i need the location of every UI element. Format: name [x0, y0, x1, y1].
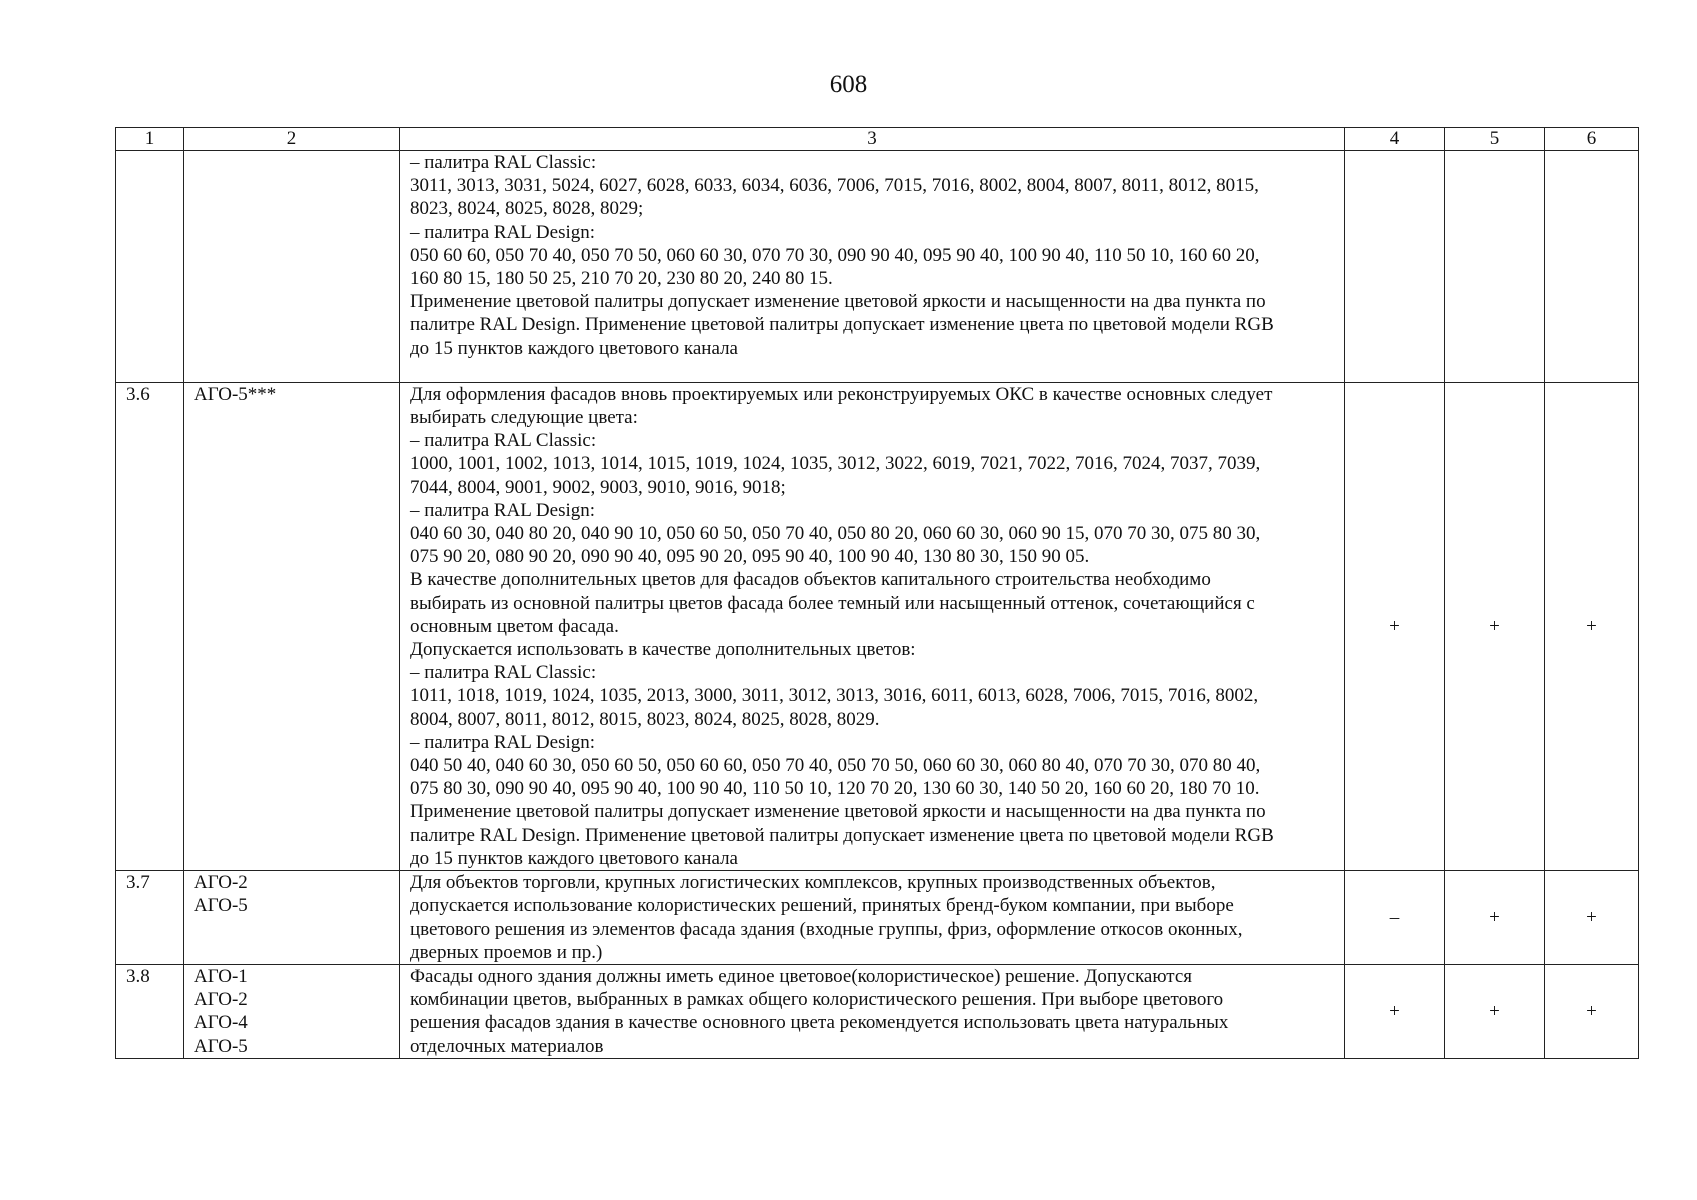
requirement-text-line: основным цветом фасада.: [410, 615, 619, 637]
table-row: [116, 151, 1639, 383]
zone-codes-cell: [184, 382, 400, 870]
requirement-text-cell: [400, 964, 1345, 1058]
requirement-text-line: Для объектов торговли, крупных логистических комплексов, крупных производственных объектов,: [410, 872, 1216, 894]
page-number: 608: [829, 71, 868, 98]
requirement-text-line: 075 80 30, 090 90 40, 095 90 40, 100 90 40, 110 50 10, 120 70 20, 130 60 30, 140 50 20, 160 60 20, 180 70 10.: [410, 778, 1260, 800]
requirement-text-line: 160 80 15, 180 50 25, 210 70 20, 230 80 20, 240 80 15.: [410, 268, 833, 290]
zone-code: АГО-2: [194, 872, 248, 894]
zone-code: АГО-5: [194, 1035, 248, 1057]
requirement-text-line: решения фасадов здания в качестве основного цвета рекомендуется использовать цвета натуральных: [410, 1012, 1229, 1034]
requirement-text-line: – палитра RAL Design:: [410, 499, 596, 521]
requirement-text-line: выбирать из основной палитры цветов фасада более темный или насыщенный оттенок, сочетающийся с: [410, 592, 1255, 614]
table-row: [116, 964, 1639, 1058]
requirement-text-cell: [400, 151, 1345, 383]
row-number: 3.8: [116, 964, 184, 1058]
applicability-mark-col-5: +: [1445, 964, 1545, 1058]
applicability-mark-col-6: [1545, 151, 1639, 383]
zone-code: АГО-1: [194, 965, 248, 987]
requirement-text-cell: [400, 382, 1345, 870]
requirement-text-line: В качестве дополнительных цветов для фасадов объектов капитального строительства необходимо: [410, 569, 1211, 591]
applicability-mark-col-4: [1345, 151, 1445, 383]
column-header-4: 4: [1345, 128, 1445, 151]
column-header-3: 3: [400, 128, 1345, 151]
requirement-text-line: Фасады одного здания должны иметь единое цветовое(колористическое) решение. Допускаются: [410, 965, 1192, 987]
requirement-text-line: Допускается использовать в качестве дополнительных цветов:: [410, 639, 916, 661]
zone-codes-cell: [184, 151, 400, 383]
requirement-text-line: – палитра RAL Design:: [410, 731, 596, 753]
column-header-2: 2: [184, 128, 400, 151]
requirement-text-line: 8004, 8007, 8011, 8012, 8015, 8023, 8024, 8025, 8028, 8029.: [410, 708, 880, 730]
requirement-text-line: комбинации цветов, выбранных в рамках общего колористического решения. При выборе цветового: [410, 989, 1224, 1011]
zone-codes-cell: [184, 871, 400, 965]
requirement-text-line: Для оформления фасадов вновь проектируемых или реконструируемых ОКС в качестве основных следует: [410, 383, 1273, 405]
applicability-mark-col-4: +: [1345, 964, 1445, 1058]
applicability-mark-col-4: –: [1345, 871, 1445, 965]
applicability-mark-col-5: +: [1445, 871, 1545, 965]
applicability-mark-col-6: +: [1545, 964, 1639, 1058]
zone-code: АГО-4: [194, 1012, 248, 1034]
requirement-text-line: 050 60 60, 050 70 40, 050 70 50, 060 60 30, 070 70 30, 090 90 40, 095 90 40, 100 90 40, 110 50 10, 160 60 20,: [410, 244, 1260, 266]
requirement-text-line: 1000, 1001, 1002, 1013, 1014, 1015, 1019, 1024, 1035, 3012, 3022, 6019, 7021, 7022, 7016, 7024, 7037, 7039,: [410, 453, 1261, 475]
requirement-text-line: до 15 пунктов каждого цветового канала: [410, 337, 738, 359]
applicability-mark-col-4: +: [1345, 382, 1445, 870]
column-header-6: 6: [1545, 128, 1639, 151]
requirement-text-line: 1011, 1018, 1019, 1024, 1035, 2013, 3000, 3011, 3012, 3013, 3016, 6011, 6013, 6028, 7006, 7015, 7016, 8002,: [410, 685, 1259, 707]
row-number: 3.6: [116, 382, 184, 870]
requirement-text-line: 040 60 30, 040 80 20, 040 90 10, 050 60 50, 050 70 40, 050 80 20, 060 60 30, 060 90 15, 070 70 30, 075 80 30,: [410, 523, 1261, 545]
row-number: [116, 151, 184, 383]
zone-code: АГО-2: [194, 989, 248, 1011]
table-row: [116, 871, 1639, 965]
zone-code: АГО-5***: [194, 383, 277, 405]
applicability-mark-col-6: +: [1545, 382, 1639, 870]
requirements-table: [115, 127, 1639, 1059]
requirement-text-line: – палитра RAL Classic:: [410, 430, 597, 452]
requirement-text-cell: [400, 871, 1345, 965]
requirement-text-line: – палитра RAL Classic:: [410, 662, 597, 684]
applicability-mark-col-5: +: [1445, 382, 1545, 870]
zone-code: АГО-5: [194, 895, 248, 917]
requirement-text-line: дверных проемов и пр.): [410, 941, 603, 963]
requirement-text-line: 8023, 8024, 8025, 8028, 8029;: [410, 198, 644, 220]
requirement-text-line: цветового решения из элементов фасада здания (входные группы, фриз, оформление откосов оконных,: [410, 918, 1243, 940]
requirement-text-line: Применение цветовой палитры допускает изменение цветовой яркости и насыщенности на два пункта по: [410, 291, 1266, 313]
column-header-5: 5: [1445, 128, 1545, 151]
column-header-1: 1: [116, 128, 184, 151]
applicability-mark-col-5: [1445, 151, 1545, 383]
zone-codes-cell: [184, 964, 400, 1058]
table-header-row: [116, 128, 1639, 151]
row-number: 3.7: [116, 871, 184, 965]
requirement-text-line: палитре RAL Design. Применение цветовой палитры допускает изменение цвета по цветовой модели RGB: [410, 314, 1274, 336]
requirement-text-line: до 15 пунктов каждого цветового канала: [410, 847, 738, 869]
requirement-text-line: допускается использование колористических решений, принятых бренд-буком компании, при выборе: [410, 895, 1234, 917]
requirement-text-line: 3011, 3013, 3031, 5024, 6027, 6028, 6033, 6034, 6036, 7006, 7015, 7016, 8002, 8004, 8007, 8011, 8012, 8015,: [410, 175, 1259, 197]
requirement-text-line: – палитра RAL Design:: [410, 221, 596, 243]
requirement-text-line: отделочных материалов: [410, 1035, 604, 1057]
applicability-mark-col-6: +: [1545, 871, 1639, 965]
requirement-text-line: палитре RAL Design. Применение цветовой палитры допускает изменение цвета по цветовой модели RGB: [410, 824, 1274, 846]
requirement-text-line: 075 90 20, 080 90 20, 090 90 40, 095 90 20, 095 90 40, 100 90 40, 130 80 30, 150 90 05.: [410, 546, 1090, 568]
requirement-text-line: – палитра RAL Classic:: [410, 152, 597, 173]
requirement-text-line: 7044, 8004, 9001, 9002, 9003, 9010, 9016, 9018;: [410, 476, 786, 498]
requirement-text-line: Применение цветовой палитры допускает изменение цветовой яркости и насыщенности на два пункта по: [410, 801, 1266, 823]
requirement-text-line: выбирать следующие цвета:: [410, 407, 638, 429]
requirement-text-line: 040 50 40, 040 60 30, 050 60 50, 050 60 60, 050 70 40, 050 70 50, 060 60 30, 060 80 40, 070 70 30, 070 80 40,: [410, 755, 1261, 777]
table-row: [116, 382, 1639, 870]
